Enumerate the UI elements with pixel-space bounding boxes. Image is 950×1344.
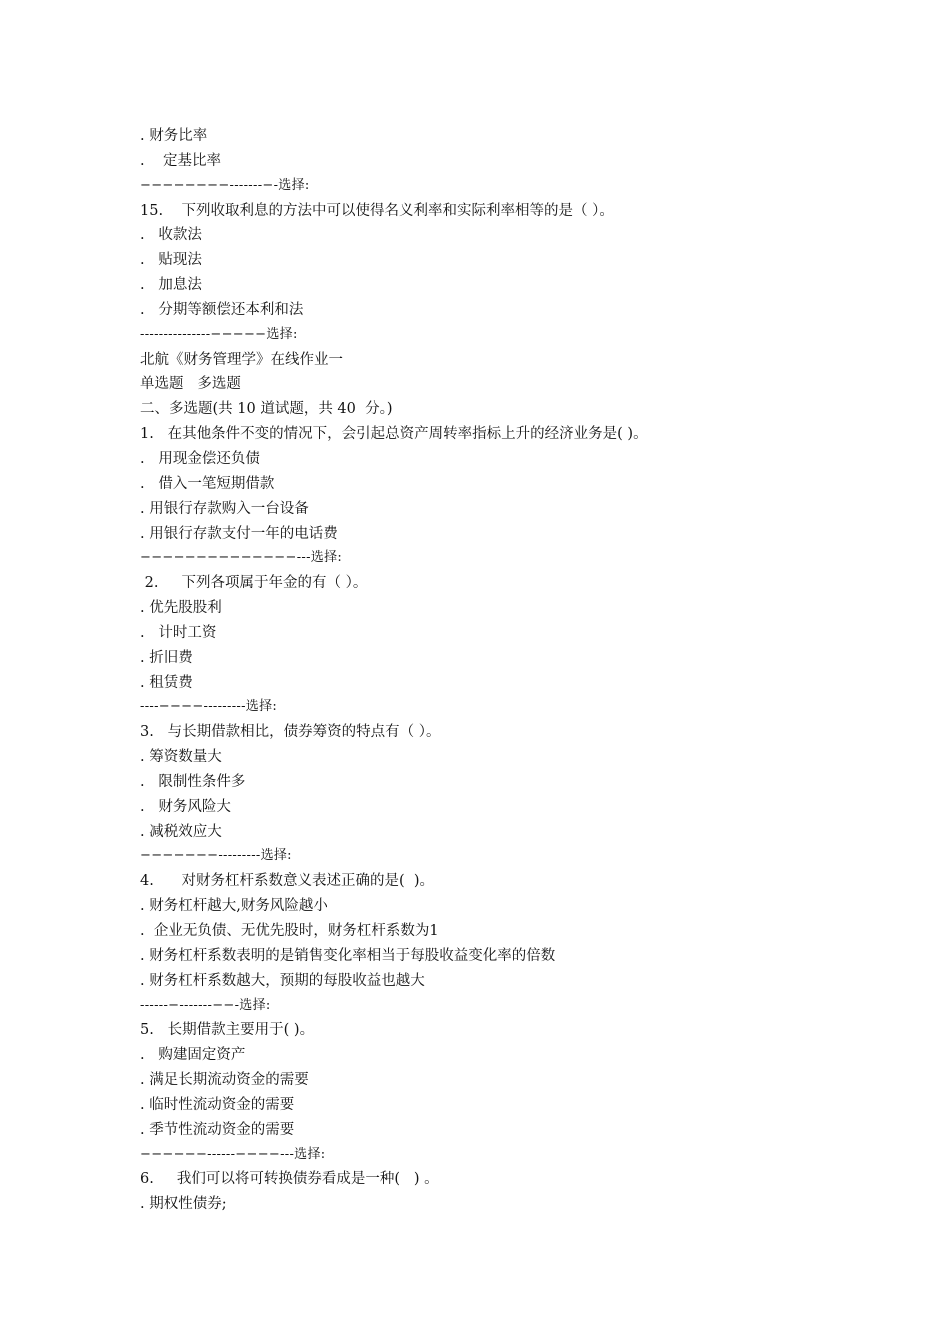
option-line: . 财务杠杆系数越大，预期的每股收益也越大	[140, 972, 425, 989]
option-line: . 用现金偿还负债	[140, 450, 260, 467]
question-line: 6. 我们可以将可转换债券看成是一种( ) 。	[140, 1171, 439, 1188]
question-line: 2. 下列各项属于年金的有（ ）。	[140, 575, 368, 592]
option-line: . 财务杠杆越大,财务风险越小	[140, 898, 328, 915]
answer-separator: −−−−−−−---------选择:	[140, 848, 292, 864]
answer-separator: ----−−−−---------选择:	[140, 699, 278, 715]
option-line: . 优先股股利	[140, 600, 222, 617]
option-line: . 收款法	[140, 227, 202, 244]
option-line: . 财务风险大	[140, 798, 231, 815]
option-line: . 折旧费	[140, 649, 193, 666]
option-line: . 季节性流动资金的需要	[140, 1121, 295, 1138]
option-line: . 计时工资	[140, 624, 217, 641]
answer-separator: ---------------−−−−−选择:	[140, 326, 298, 342]
option-line: . 满足长期流动资金的需要	[140, 1072, 309, 1089]
answer-separator: ------−-------−−-选择:	[140, 997, 271, 1013]
section-heading: 二、多选题(共 10 道试题，共 40 分。)	[140, 401, 393, 418]
section-heading: 单选题 多选题	[140, 376, 241, 393]
option-line: . 财务杠杆系数表明的是销售变化率相当于每股收益变化率的倍数	[140, 947, 556, 964]
option-line: . 企业无负债、无优先股时，财务杠杆系数为1	[140, 923, 439, 939]
option-line: . 加息法	[140, 277, 202, 294]
answer-separator: −−−−−−------−−−−---选择:	[140, 1146, 326, 1162]
option-line: . 借入一笔短期借款	[140, 475, 275, 492]
question-line: 1. 在其他条件不变的情况下，会引起总资产周转率指标上升的经济业务是( )。	[140, 426, 648, 443]
question-line: 4. 对财务杠杆系数意义表述正确的是( )。	[140, 873, 435, 890]
option-line: . 限制性条件多	[140, 773, 246, 790]
option-line: . 用银行存款购入一台设备	[140, 500, 309, 517]
question-line: 3. 与长期借款相比，债券筹资的特点有（ ）。	[140, 724, 441, 741]
answer-separator: −−−−−−−−-------−-选择:	[140, 177, 310, 193]
option-line: . 期权性债券;	[140, 1196, 227, 1213]
option-line: . 用银行存款支付一年的电话费	[140, 525, 338, 542]
option-line: . 财务比率	[140, 128, 208, 144]
question-line: 15. 下列收取利息的方法中可以使得名义利率和实际利率相等的是（ ）。	[140, 202, 614, 219]
answer-separator: −−−−−−−−−−−−−−---选择:	[140, 550, 343, 566]
question-line: 5. 长期借款主要用于( )。	[140, 1022, 315, 1039]
option-line: . 贴现法	[140, 252, 202, 269]
section-heading: 北航《财务管理学》在线作业一	[140, 351, 343, 368]
option-line: . 定基比率	[140, 152, 222, 169]
option-line: . 租赁费	[140, 674, 193, 691]
option-line: . 临时性流动资金的需要	[140, 1096, 295, 1113]
option-line: . 购建固定资产	[140, 1047, 246, 1064]
option-line: . 筹资数量大	[140, 749, 222, 766]
option-line: . 分期等额偿还本利和法	[140, 301, 304, 318]
document-page	[140, 124, 900, 1217]
option-line: . 减税效应大	[140, 823, 222, 840]
